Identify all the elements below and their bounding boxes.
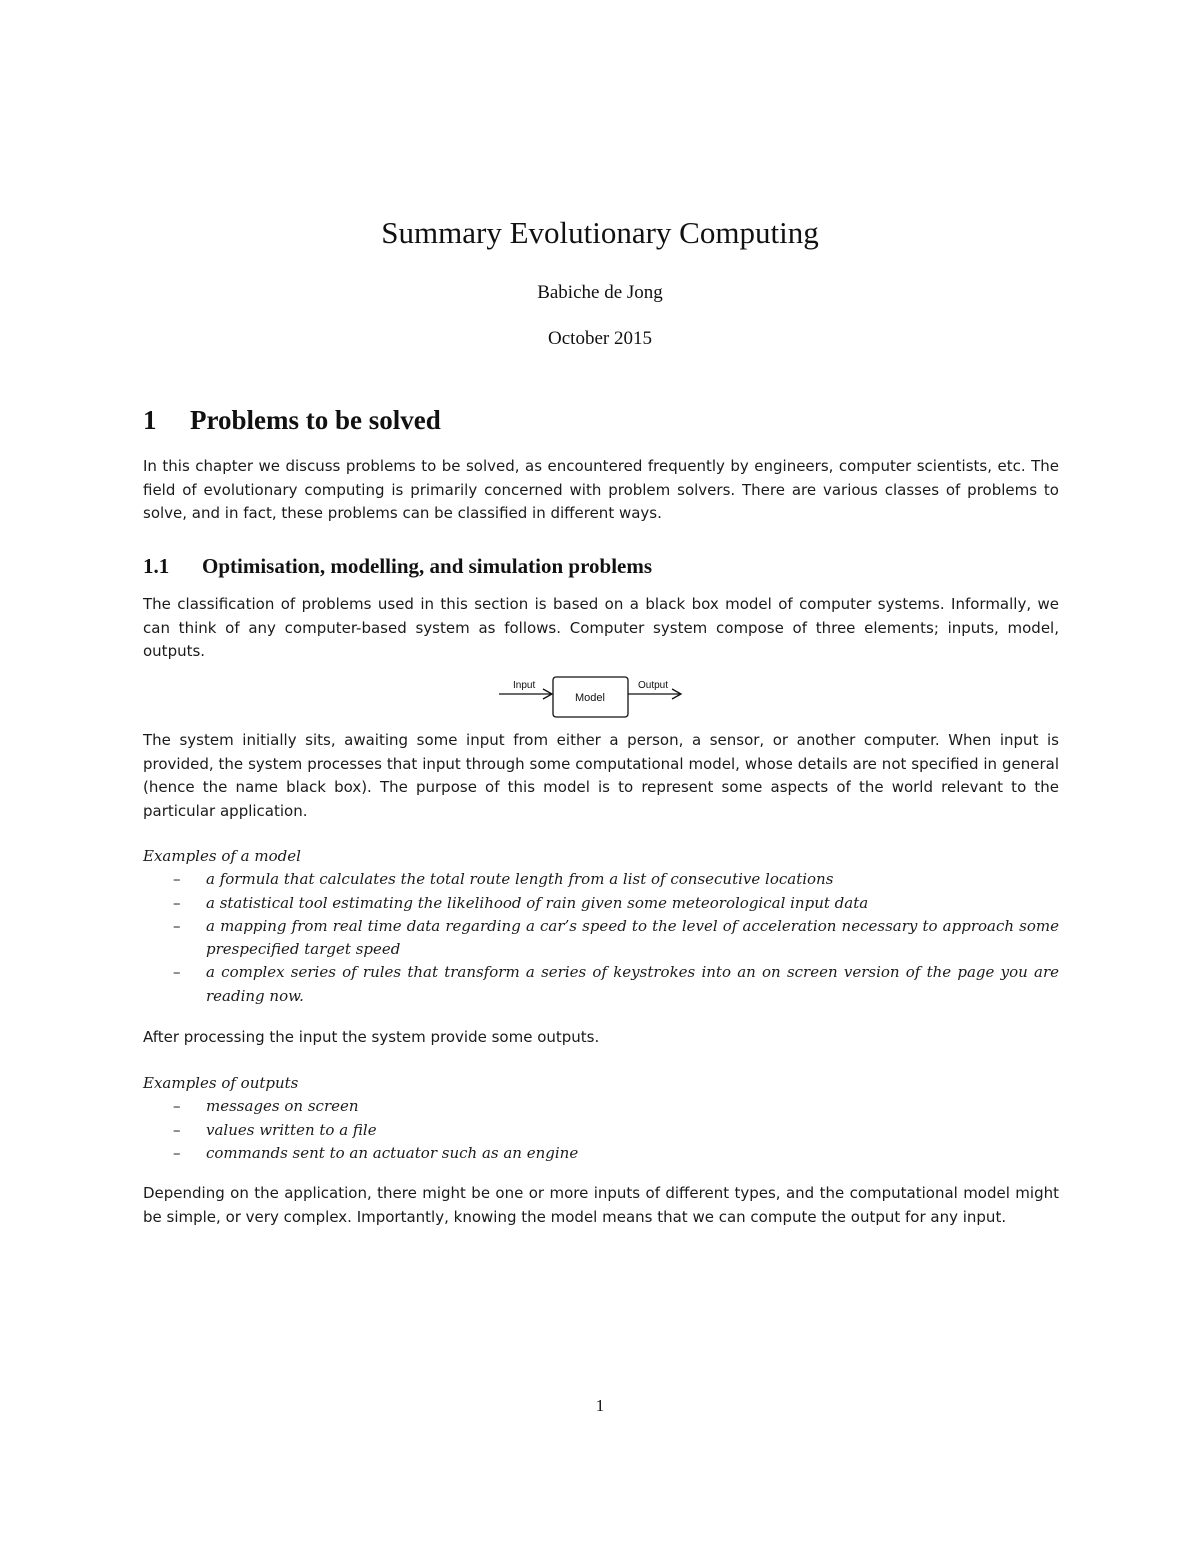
- list-dash: –: [173, 893, 181, 912]
- list-item: [143, 868, 1059, 891]
- section-1-heading: [143, 402, 441, 438]
- section-1-intro: In this chapter we discuss problems to be solved, as encountered frequently by engineers, computer scientists, etc. The field of evolutionary computing is primarily concerned with problem solvers. There are various classes of problems to solve, and in fact, these problems can be classified in different ways.: [143, 457, 1059, 522]
- list-item-text: a statistical tool estimating the likelihood of rain given some meteorological input data: [206, 893, 869, 912]
- list-item-text: a formula that calculates the total route length from a list of consecutive locations: [206, 870, 834, 889]
- section-1-1-number: 1.1: [143, 554, 170, 578]
- examples-of-outputs: [143, 1072, 1059, 1165]
- black-box-diagram-svg: [497, 672, 697, 722]
- list-item: [143, 915, 1059, 962]
- examples-model-list: [143, 868, 1059, 1008]
- document-title: Summary Evolutionary Computing: [381, 215, 819, 250]
- diagram-output-label: Output: [638, 680, 669, 691]
- black-box-paragraph: The classification of problems used in this section is based on a black box model of computer systems. Informally, we can think of any computer-based system as follows. Computer system compose of three elements; inputs, model, outputs.: [143, 595, 1059, 660]
- list-item: [143, 1095, 1059, 1118]
- list-item-text: commands sent to an actuator such as an engine: [206, 1143, 579, 1162]
- list-item-text: a complex series of rules that transform a series of keystrokes into an on screen version of the page you are reading now.: [206, 963, 1059, 1005]
- list-item-text: a mapping from real time data regarding a car’s speed to the level of acceleration necessary to approach some prespecified target speed: [206, 916, 1059, 959]
- list-item: [143, 1142, 1059, 1165]
- examples-of-model: [143, 845, 1059, 1008]
- document-author: Babiche de Jong: [537, 282, 663, 303]
- section-1-1-title: Optimisation, modelling, and simulation problems: [202, 554, 653, 578]
- examples-outputs-list: [143, 1095, 1059, 1165]
- list-item: [143, 1119, 1059, 1142]
- list-dash: –: [173, 963, 181, 982]
- black-box-diagram: [497, 672, 697, 722]
- list-dash: –: [173, 1097, 181, 1116]
- system-description-paragraph: The system initially sits, awaiting some input from either a person, a sensor, or another computer. When input is provided, the system processes that input through some computational model, whose details are not specified in general (hence the name black box). The purpose of this model is to represent some aspects of the world relevant to the particular application.: [143, 731, 1059, 820]
- list-dash: –: [173, 916, 181, 935]
- list-item: [143, 892, 1059, 915]
- section-1-number: 1: [143, 405, 157, 435]
- page-number: 1: [595, 1396, 605, 1415]
- section-1-1-heading: [143, 551, 652, 581]
- list-item: [143, 961, 1059, 1008]
- document-date: October 2015: [548, 328, 652, 349]
- list-dash: –: [173, 870, 181, 889]
- conclusion-paragraph: Depending on the application, there might be one or more inputs of different types, and the computational model might be simple, or very complex. Importantly, knowing the model means that we can compute the output for any input.: [143, 1184, 1059, 1226]
- examples-model-label: Examples of a model: [143, 847, 301, 865]
- list-item-text: values written to a file: [206, 1120, 377, 1139]
- list-dash: –: [173, 1143, 181, 1162]
- examples-outputs-label: Examples of outputs: [143, 1074, 299, 1092]
- diagram-input-label: Input: [513, 680, 536, 691]
- outputs-intro-paragraph: After processing the input the system provide some outputs.: [143, 1028, 600, 1046]
- diagram-model-label: Model: [575, 692, 605, 704]
- section-1-title: Problems to be solved: [190, 405, 441, 435]
- list-item-text: messages on screen: [206, 1097, 359, 1116]
- list-dash: –: [173, 1120, 181, 1139]
